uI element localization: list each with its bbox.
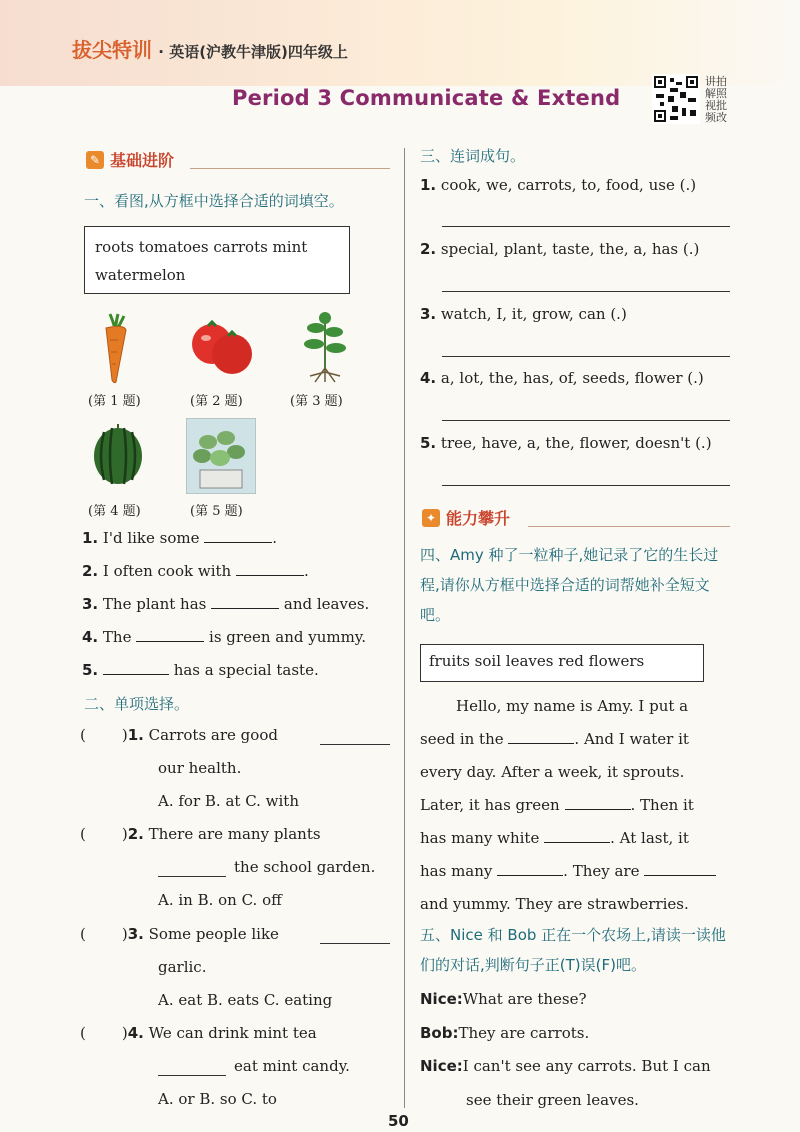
qr-code-icon[interactable]	[652, 74, 700, 124]
part3-instruction: 三、连词成句。	[420, 147, 526, 165]
mc-line2: our health.	[158, 759, 242, 777]
part2-instruction: 二、单项选择。	[84, 695, 190, 713]
answer-blank[interactable]	[211, 594, 279, 609]
section-advanced-label: ✦ 能力攀升	[422, 506, 510, 529]
answer-blank[interactable]	[497, 861, 563, 876]
word-bank-box-2: fruits soil leaves red flowers	[420, 644, 704, 682]
part5-instruction: 五、Nice 和 Bob 正在一个农场上,请读一读他们的对话,判断句子正(T)误(F)吧。	[420, 926, 726, 974]
passage: Hello, my name is Amy. I put a seed in the . And I water it every day. After a week, it sprouts. Later, it has green . Then it has many white . At last, it has many . They are and yummy. They are strawberries.	[420, 690, 732, 921]
pic-caption-1: (第 1 题)	[88, 394, 141, 409]
pic-caption-2: (第 2 题)	[190, 394, 243, 409]
page-title: Period 3 Communicate & Extend	[232, 86, 621, 110]
tomatoes-picture	[190, 318, 254, 380]
sentence-3: 3. watch, I, it, grow, can (.)	[420, 305, 627, 323]
answer-blank[interactable]	[136, 627, 204, 642]
pic-caption-4: (第 4 题)	[88, 504, 141, 519]
sentence-4: 4. a, lot, the, has, of, seeds, flower (.)	[420, 369, 704, 387]
answer-line[interactable]	[442, 420, 730, 421]
mc-options: A. in B. on C. off	[158, 891, 282, 909]
sentence-1: 1. cook, we, carrots, to, food, use (.)	[420, 176, 697, 194]
carrot-picture	[96, 312, 136, 388]
fill-item-1: 1. I'd like some .	[82, 529, 278, 547]
mc-line2: the school garden.	[234, 858, 376, 876]
answer-blank[interactable]	[158, 1075, 226, 1076]
section-underline	[190, 168, 390, 169]
mc-options: A. or B. so C. to	[158, 1090, 277, 1108]
answer-blank[interactable]	[544, 828, 610, 843]
answer-line[interactable]	[442, 485, 730, 486]
pic-caption-3: (第 3 题)	[290, 394, 343, 409]
mc-options: A. eat B. eats C. eating	[158, 991, 333, 1009]
fill-item-5: 5. has a special taste.	[82, 661, 319, 679]
mc-item-1: ( )1. Carrots are good	[80, 726, 278, 744]
section-underline	[528, 526, 730, 527]
answer-blank[interactable]	[644, 861, 716, 876]
answer-line[interactable]	[442, 356, 730, 357]
mc-options: A. for B. at C. with	[158, 792, 299, 810]
mc-item-2: ( )2. There are many plants	[80, 825, 321, 843]
part4-instruction: 四、Amy 种了一粒种子,她记录了它的生长过程,请你从方框中选择合适的词帮她补全短文吧。	[420, 546, 719, 624]
dialogue-line-3: Nice:I can't see any carrots. But I can	[420, 1057, 711, 1075]
brand-main: 拔尖特训	[72, 38, 152, 62]
answer-blank[interactable]	[236, 561, 304, 576]
mc-line2: eat mint candy.	[234, 1057, 350, 1075]
answer-blank[interactable]	[565, 795, 631, 810]
answer-blank[interactable]	[103, 660, 169, 675]
qr-caption: 讲拍 解照 视批 频改	[705, 75, 727, 124]
answer-blank[interactable]	[158, 876, 226, 877]
mc-item-4: ( )4. We can drink mint tea	[80, 1024, 317, 1042]
column-divider	[404, 148, 405, 1108]
mc-item-3: ( )3. Some people like	[80, 925, 279, 943]
flame-icon: ✦	[422, 509, 440, 527]
dialogue-line-1: Nice:What are these?	[420, 990, 587, 1008]
mc-line2: garlic.	[158, 958, 207, 976]
section-basic-label: ✎ 基础进阶	[86, 148, 174, 171]
fill-item-4: 4. The is green and yummy.	[82, 628, 367, 646]
answer-blank[interactable]	[320, 943, 390, 944]
book-brand	[72, 34, 348, 63]
answer-blank[interactable]	[204, 528, 272, 543]
page-number: 50	[388, 1112, 409, 1130]
mint-pot-picture	[186, 418, 256, 498]
dialogue-line-4: see their green leaves.	[466, 1091, 639, 1109]
pic-caption-5: (第 5 题)	[190, 504, 243, 519]
sentence-2: 2. special, plant, taste, the, a, has (.)	[420, 240, 700, 258]
dialogue-line-2: Bob:They are carrots.	[420, 1024, 590, 1042]
pencil-icon: ✎	[86, 151, 104, 169]
fill-item-3: 3. The plant has and leaves.	[82, 595, 370, 613]
watermelon-picture	[92, 424, 144, 490]
answer-line[interactable]	[442, 291, 730, 292]
part1-instruction: 一、看图,从方框中选择合适的词填空。	[84, 192, 344, 210]
answer-blank[interactable]	[508, 729, 574, 744]
plant-roots-picture	[300, 310, 350, 388]
sentence-5: 5. tree, have, a, the, flower, doesn't (.)	[420, 434, 712, 452]
fill-item-2: 2. I often cook with .	[82, 562, 309, 580]
word-bank-box: roots tomatoes carrots mint watermelon	[84, 226, 350, 294]
answer-blank[interactable]	[320, 744, 390, 745]
answer-line[interactable]	[442, 226, 730, 227]
brand-sub: · 英语(沪教牛津版)四年级上	[158, 43, 348, 61]
